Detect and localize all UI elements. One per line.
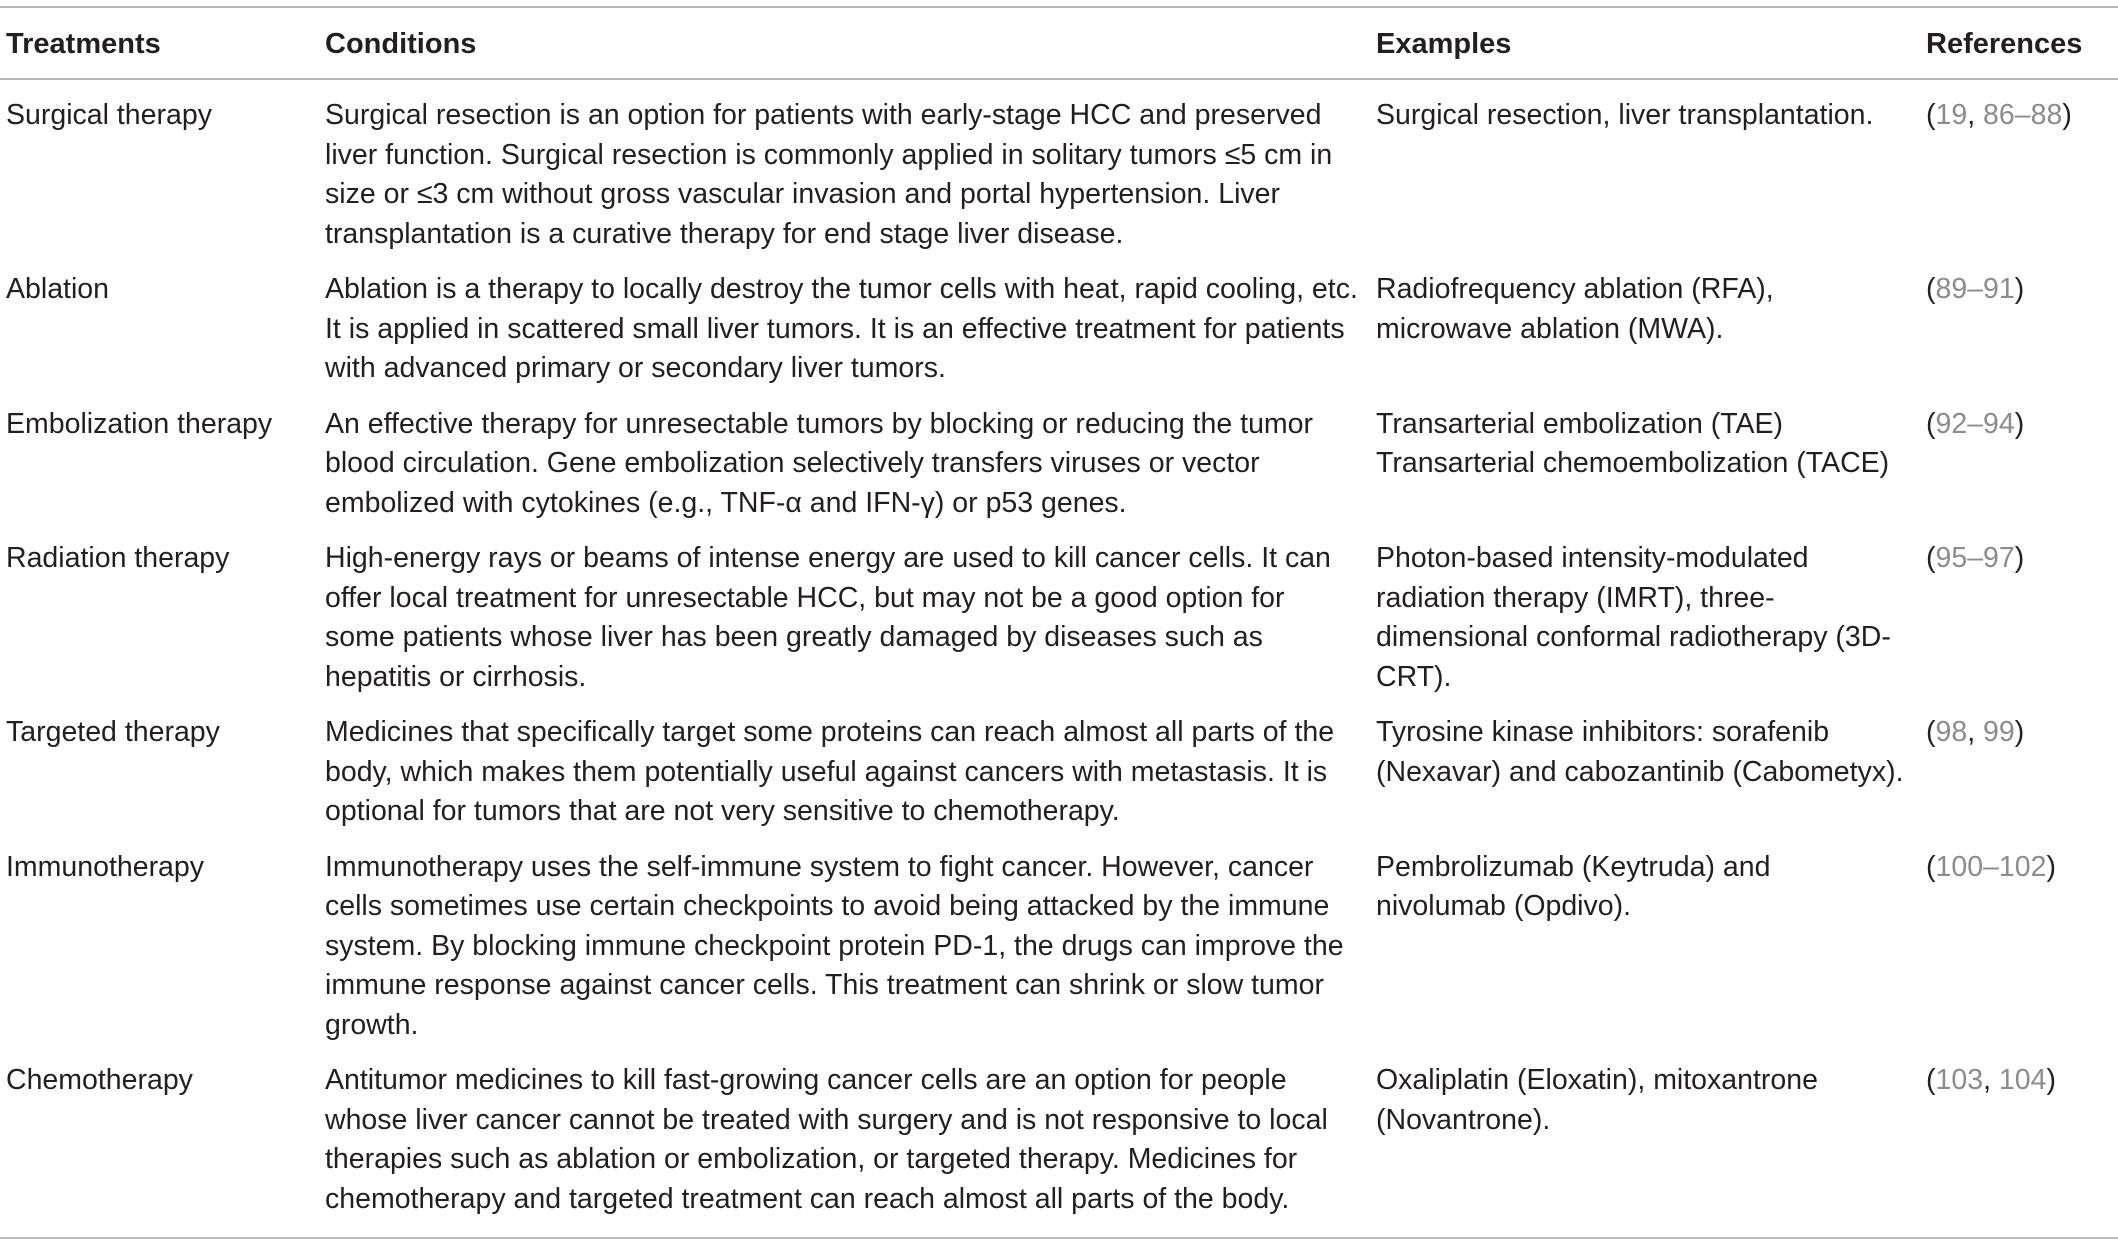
examples-cell: Pembrolizumab (Keytruda) and nivolumab (Opdivo).: [1376, 850, 1771, 922]
table-row: [0, 529, 2118, 703]
references-cell: [1916, 838, 2118, 1052]
table-row: [0, 838, 2118, 1052]
table-row: [0, 260, 2118, 395]
treatment-cell: Surgical therapy: [6, 99, 212, 131]
reference-close-paren: ): [2014, 407, 2025, 440]
treatment-cell: Immunotherapy: [6, 850, 205, 883]
conditions-cell: Immunotherapy uses the self-immune system to fight cancer. However, cancer cells sometimes use certain checkpoints to avoid being attacked by the immune system. By blocking immune checkpoint protein PD-1, the drugs can improve the immune response against cancer cells. This treatment can shrink or slow tumor growth.: [325, 850, 1344, 1041]
reference-open-paren: (: [1926, 1064, 1936, 1096]
table-row: [0, 395, 2118, 530]
examples-cell: Tyrosine kinase inhibitors: sorafenib (Nexavar) and cabozantinib (Cabometyx).: [1376, 716, 1904, 788]
reference-close-paren: ): [2014, 542, 2025, 574]
conditions-cell: Medicines that specifically target some proteins can reach almost all parts of the body, which makes them potentially useful against cancers with metastasis. It is optional for tumors that are not very sensitive to chemotherapy.: [325, 716, 1335, 827]
references-cell: [1916, 703, 2118, 838]
reference-link[interactable]: 86–88: [1983, 99, 2063, 131]
reference-link[interactable]: 19: [1935, 99, 1968, 131]
reference-link[interactable]: 95–97: [1935, 542, 2015, 574]
references-cell: [1916, 260, 2118, 395]
reference-close-paren: ): [2014, 273, 2025, 305]
treatments-table: [0, 6, 2118, 1239]
treatment-cell: Chemotherapy: [6, 1064, 193, 1096]
examples-cell: Transarterial embolization (TAE) Transarterial chemoembolization (TACE): [1376, 407, 1890, 479]
treatment-cell: Radiation therapy: [6, 542, 230, 574]
treatment-cell: Embolization therapy: [6, 407, 273, 440]
examples-cell: Surgical resection, liver transplantation.: [1376, 99, 1874, 131]
reference-open-paren: (: [1926, 273, 1936, 305]
reference-link[interactable]: 100–102: [1935, 850, 2047, 883]
conditions-cell: An effective therapy for unresectable tumors by blocking or reducing the tumor blood circulation. Gene embolization selectively transfers viruses or vector embolized with cytokines (e.g., TNF-α and IFN-γ) or p53 genes.: [325, 407, 1313, 519]
reference-link[interactable]: 104: [1998, 1064, 2047, 1096]
examples-cell: Oxaliplatin (Eloxatin), mitoxantrone (Novantrone).: [1376, 1064, 1818, 1136]
reference-open-paren: (: [1926, 850, 1936, 883]
examples-cell: Photon-based intensity-modulated radiation therapy (IMRT), three-dimensional conformal radiotherapy (3D-CRT).: [1376, 542, 1891, 693]
table-row: [0, 1051, 2118, 1238]
reference-open-paren: (: [1926, 716, 1936, 748]
header-references: References: [1926, 28, 2083, 60]
header-treatments: Treatments: [6, 28, 161, 60]
treatment-cell: Targeted therapy: [6, 716, 220, 748]
reference-close-paren: ): [2046, 850, 2056, 883]
reference-open-paren: (: [1926, 542, 1936, 574]
reference-close-paren: ): [2046, 1064, 2056, 1096]
treatment-cell: Ablation: [6, 273, 109, 305]
table-body: [0, 79, 2118, 1238]
references-cell: [1916, 79, 2118, 260]
reference-separator: ,: [1967, 99, 1984, 131]
table-row: [0, 703, 2118, 838]
reference-link[interactable]: 98: [1935, 716, 1968, 748]
references-cell: [1916, 529, 2118, 703]
table-row: [0, 79, 2118, 260]
references-cell: [1916, 395, 2118, 530]
reference-link[interactable]: 99: [1983, 716, 2015, 748]
reference-open-paren: (: [1926, 407, 1936, 440]
header-examples: Examples: [1376, 28, 1512, 60]
reference-close-paren: ): [2062, 99, 2072, 131]
reference-link[interactable]: 89–91: [1935, 273, 2015, 305]
conditions-cell: Surgical resection is an option for patients with early-stage HCC and preserved liver function. Surgical resection is commonly applied in solitary tumors ≤5 cm in size or ≤3 cm without gross vascular invasion and portal hypertension. Liver transplantation is a curative therapy for end stage liver disease.: [325, 99, 1333, 250]
header-row: [0, 7, 2118, 79]
conditions-cell: Ablation is a therapy to locally destroy the tumor cells with heat, rapid cooling, etc. It is applied in scattered small liver tumors. It is an effective treatment for patients with advanced primary or secondary liver tumors.: [325, 273, 1358, 384]
references-cell: [1916, 1051, 2118, 1238]
header-conditions: Conditions: [325, 28, 477, 60]
table-header: [0, 7, 2118, 79]
reference-close-paren: ): [2014, 716, 2025, 748]
conditions-cell: High-energy rays or beams of intense energy are used to kill cancer cells. It can offer local treatment for unresectable HCC, but may not be a good option for some patients whose liver has been greatly damaged by diseases such as hepatitis or cirrhosis.: [325, 542, 1331, 693]
reference-link[interactable]: 92–94: [1935, 407, 2015, 440]
reference-separator: ,: [1983, 1064, 1999, 1096]
reference-link[interactable]: 103: [1935, 1064, 1984, 1096]
conditions-cell: Antitumor medicines to kill fast-growing cancer cells are an option for people whose liver cancer cannot be treated with surgery and is not responsive to local therapies such as ablation or embolization, or targeted therapy. Medicines for chemotherapy and targeted treatment can reach almost all parts of the body.: [325, 1064, 1328, 1215]
treatments-table-container: [0, 6, 2118, 1239]
reference-separator: ,: [1967, 716, 1984, 748]
examples-cell: Radiofrequency ablation (RFA), microwave ablation (MWA).: [1376, 273, 1774, 345]
reference-open-paren: (: [1926, 99, 1936, 131]
